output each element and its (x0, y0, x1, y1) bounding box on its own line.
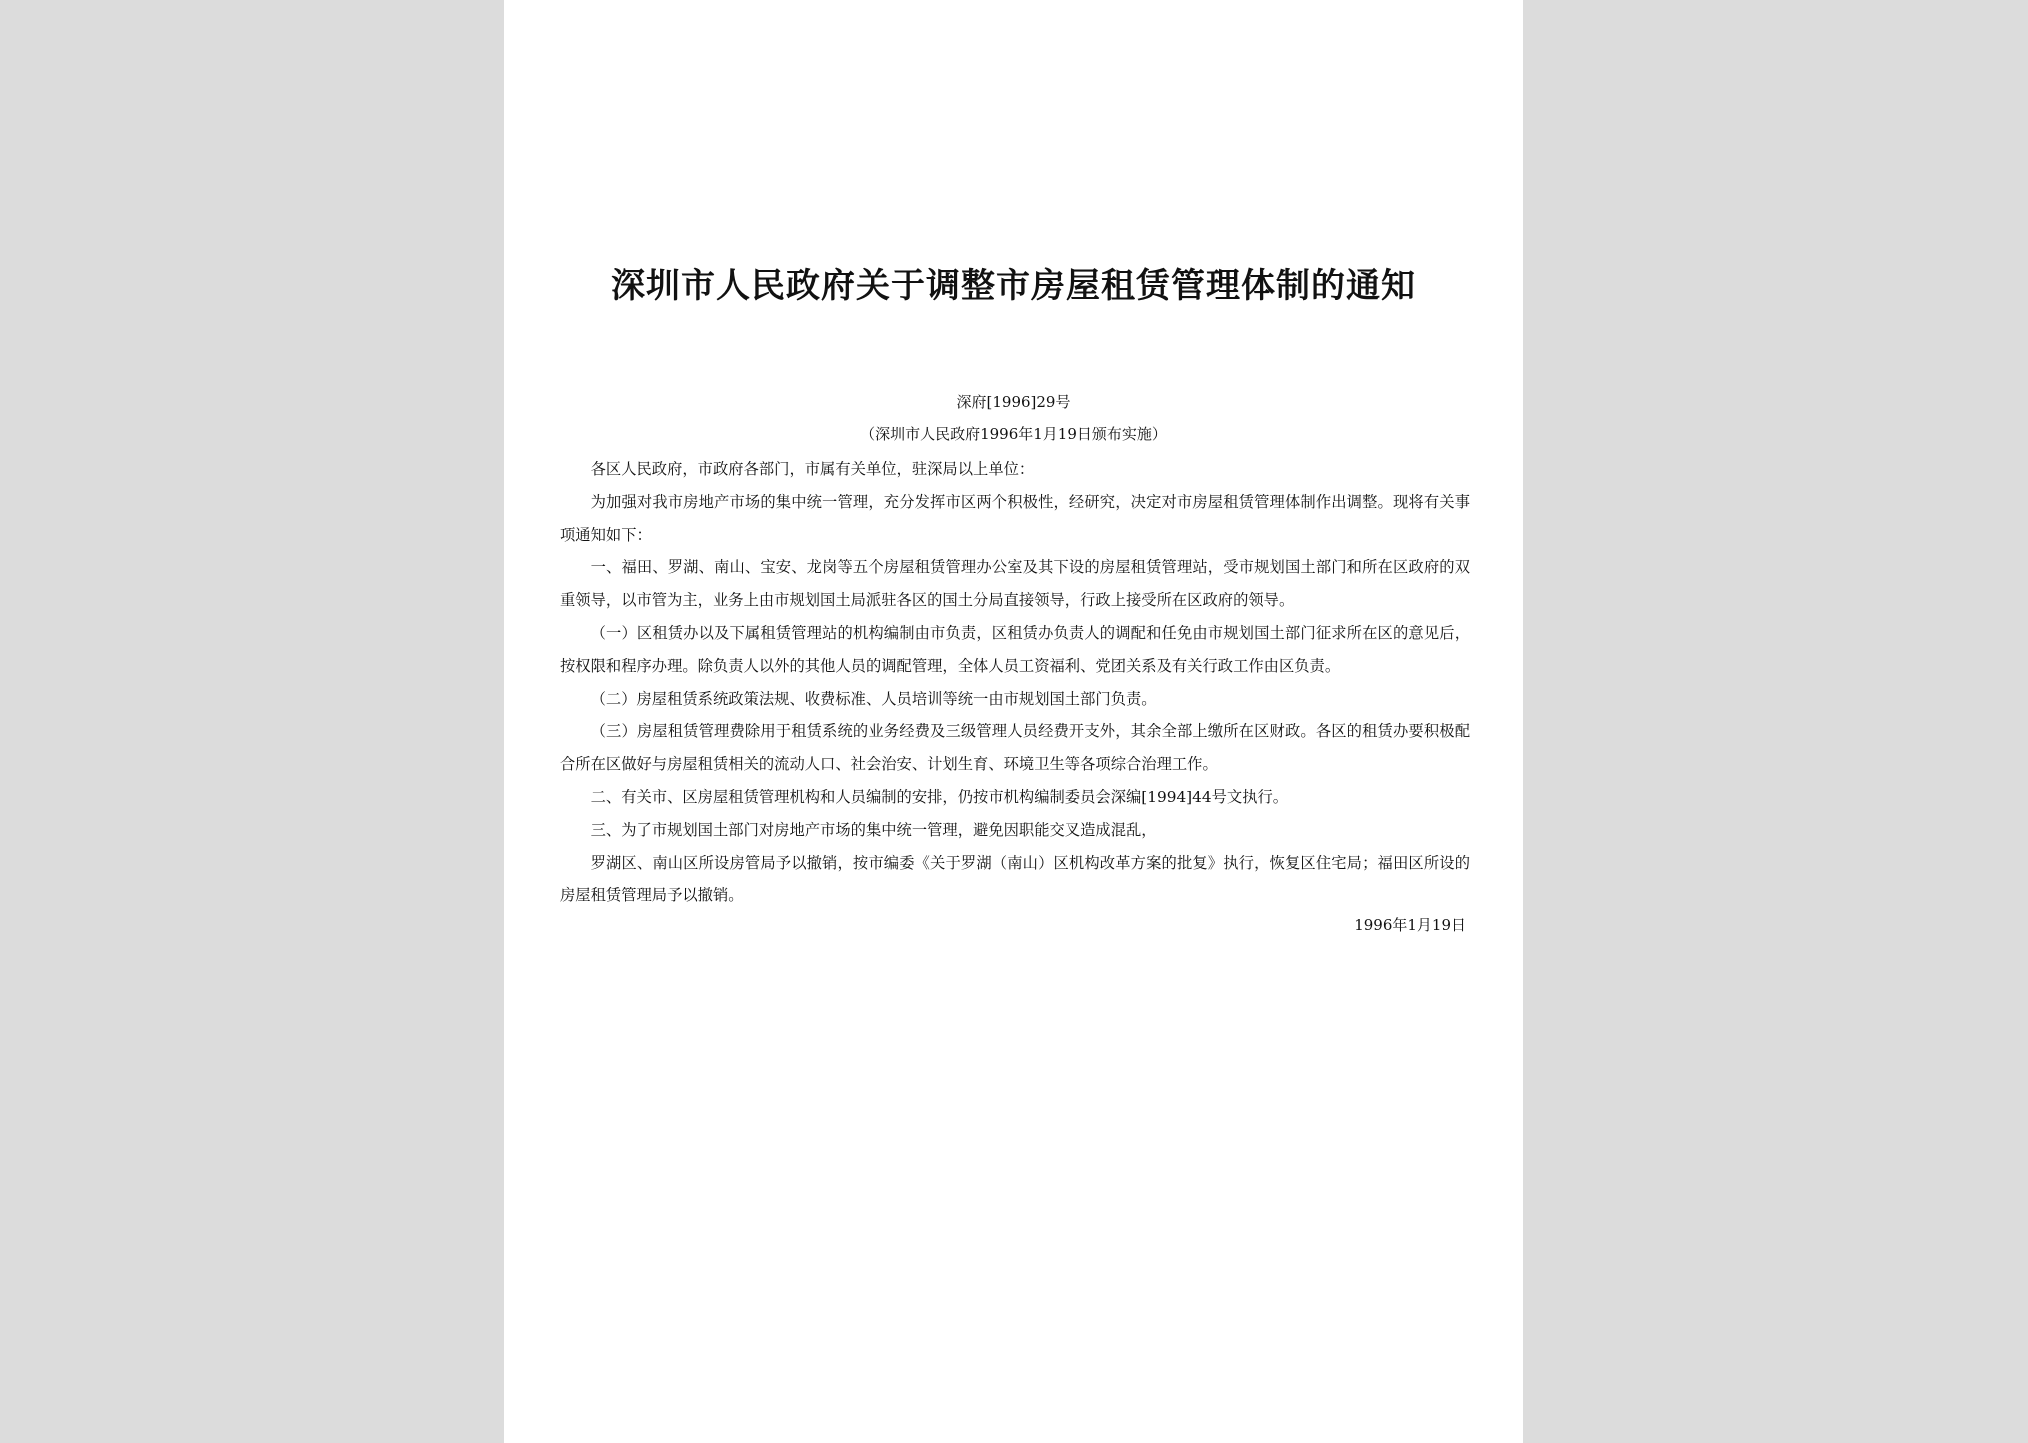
paragraph-item-3: 三、为了市规划国土部门对房地产市场的集中统一管理，避免因职能交叉造成混乱， (590, 820, 1157, 839)
document-number: 深府[1996]29号 (956, 393, 1071, 411)
paragraph-salutation: 各区人民政府，市政府各部门，市属有关单位，驻深局以上单位： (590, 460, 1035, 478)
paragraph-item-1-sub-1: （一）区租赁办以及下属租赁管理站的机构编制由市负责，区租赁办负责人的调配和任免由市规划国土部门征求所在区的意见后，按权限和程序办理。除负责人以外的其他人员的调配管理，全体人员工资福利、党团关系及有关行政工作由区负责。 (560, 623, 1470, 675)
document-title: 深圳市人民政府关于调整市房屋租赁管理体制的通知 (611, 266, 1416, 306)
paragraph-item-1-sub-2: （二）房屋租赁系统政策法规、收费标准、人员培训等统一由市规划国土部门负责。 (590, 689, 1157, 708)
paragraph-item-1: 一、福田、罗湖、南山、宝安、龙岗等五个房屋租赁管理办公室及其下设的房屋租赁管理站，受市规划国土部门和所在区政府的双重领导，以市管为主，业务上由市规划国土局派驻各区的国土分局直接领导，行政上接受所在区政府的领导。 (560, 558, 1470, 610)
paragraph-item-1-sub-3: （三）房屋租赁管理费除用于租赁系统的业务经费及三级管理人员经费开支外，其余全部上缴所在区财政。各区的租赁办要积极配合所在区做好与房屋租赁相关的流动人口、社会治安、计划生育、环境卫生等各项综合治理工作。 (560, 722, 1470, 774)
document-body (560, 453, 1470, 912)
document-date: 1996年1月19日 (1354, 916, 1466, 934)
issued-note: （深圳市人民政府1996年1月19日颁布实施） (860, 425, 1167, 443)
paragraph-item-2: 二、有关市、区房屋租赁管理机构和人员编制的安排，仍按市机构编制委员会深编[1994]44号文执行。 (590, 787, 1289, 806)
paragraph-item-3-continued: 罗湖区、南山区所设房管局予以撤销，按市编委《关于罗湖（南山）区机构改革方案的批复》执行，恢复区住宅局；福田区所设的房屋租赁管理局予以撤销。 (560, 853, 1470, 905)
paragraph-intro: 为加强对我市房地产市场的集中统一管理，充分发挥市区两个积极性，经研究，决定对市房屋租赁管理体制作出调整。现将有关事项通知如下： (560, 492, 1470, 544)
document-page (504, 0, 1523, 1443)
